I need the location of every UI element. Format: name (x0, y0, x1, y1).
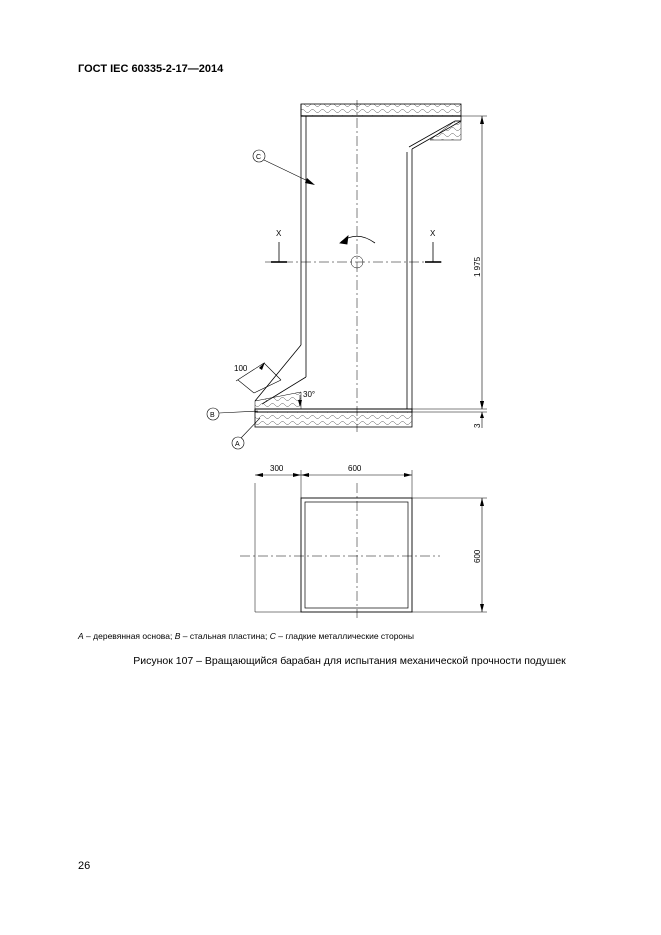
chamfer-width-label: 100 (234, 364, 248, 373)
section-mark-left: X (276, 229, 282, 238)
legend-c-text: гладкие металлические стороны (285, 631, 414, 641)
plan-depth-label: 600 (473, 549, 482, 563)
document-header: ГОСТ IEC 60335-2-17—2014 (78, 63, 224, 75)
callout-a-label: A (235, 441, 240, 448)
drum-plan (255, 470, 487, 612)
legend-b-text: стальная пластина; (189, 631, 268, 641)
legend-a-letter: A (78, 631, 84, 641)
legend-dash-c: – (278, 631, 283, 641)
drum-elevation (255, 104, 487, 427)
height-dimension-label: 1 975 (473, 256, 482, 277)
steel-plate (255, 409, 412, 412)
figure-legend (78, 631, 414, 641)
callout-c-leader (264, 160, 315, 185)
legend-a-text: деревянная основа; (93, 631, 173, 641)
plan-offset-label: 300 (270, 464, 284, 473)
section-mark-right: X (430, 229, 436, 238)
plan-dimensions (255, 473, 484, 612)
top-chamfer-wood (430, 121, 461, 140)
top-wood-plate (301, 104, 461, 116)
section-marks (271, 242, 441, 262)
rotation-arrow-icon (340, 236, 375, 268)
page-number: 26 (78, 860, 91, 872)
callout-a-leader (241, 418, 260, 438)
plan-width-label: 600 (348, 464, 362, 473)
base-gap-label: 3 (473, 423, 482, 428)
legend-c-letter: C (269, 631, 276, 641)
figure-caption-wrap (0, 655, 661, 667)
legend-dash-b: – (182, 631, 188, 641)
callout-c-label: C (256, 154, 262, 161)
figure-caption: Рисунок 107 – Вращающийся барабан для испытания механической прочности подушек (133, 655, 566, 667)
bottom-wood-plate (255, 412, 412, 427)
legend-dash-a: – (86, 631, 91, 641)
chamfer-angle-label: 30° (303, 390, 316, 399)
callout-b-leader (219, 411, 258, 413)
callout-b-label: B (210, 412, 215, 419)
center-lines (240, 100, 445, 618)
legend-b-letter: B (174, 631, 181, 641)
